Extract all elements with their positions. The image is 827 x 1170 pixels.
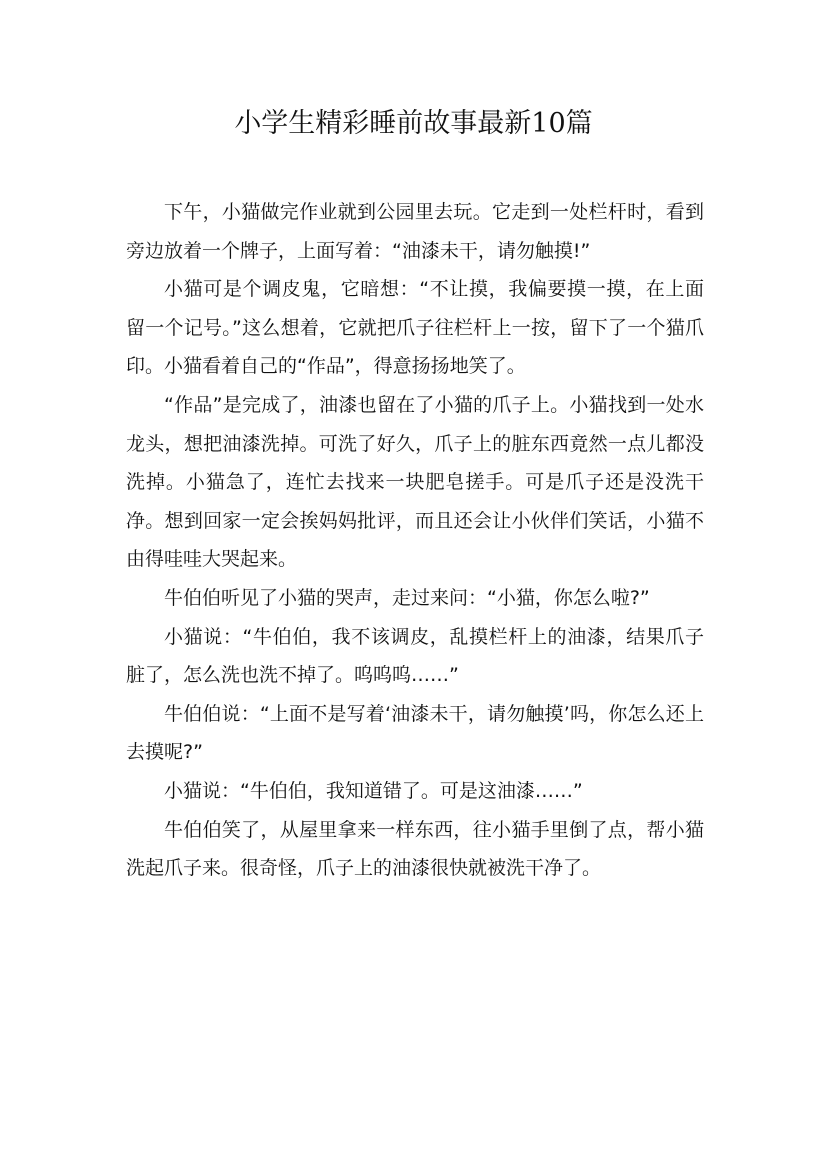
paragraph-8: 牛伯伯笑了，从屋里拿来一样东西，往小猫手里倒了点，帮小猫洗起爪子来。很奇怪，爪子上的油漆很快就被洗干净了。 [126,818,704,880]
paragraph-7: 小猫说：“牛伯伯，我知道错了。可是这油漆……” [164,779,583,802]
story-body [126,193,704,888]
paragraph-2: 小猫可是个调皮鬼，它暗想：“不让摸，我偏要摸一摸，在上面留一个记号。”这么想着，它就把爪子往栏杆上一按，留下了一个猫爪印。小猫看着自己的“作品”，得意扬扬地笑了。 [126,278,704,378]
paragraph-3: “作品”是完成了，油漆也留在了小猫的爪子上。小猫找到一处水龙头，想把油漆洗掉。可洗了好久，爪子上的脏东西竟然一点儿都没洗掉。小猫急了，连忙去找来一块肥皂搓手。可是爪子还是没洗干净。想到回家一定会挨妈妈批评，而且还会让小伙伴们笑话，小猫不由得哇哇大哭起来。 [126,393,704,571]
document-title: 小学生精彩睡前故事最新10篇 [234,108,593,139]
paragraph-1: 下午，小猫做完作业就到公园里去玩。它走到一处栏杆时，看到旁边放着一个牌子，上面写着：“油漆未干，请勿触摸!” [126,201,704,262]
paragraph-4: 牛伯伯听见了小猫的哭声，走过来问：“小猫，你怎么啦?” [164,586,650,609]
paragraph-5: 小猫说：“牛伯伯，我不该调皮，乱摸栏杆上的油漆，结果爪子脏了，怎么洗也洗不掉了。呜呜呜……” [126,625,704,687]
paragraph-6: 牛伯伯说：“上面不是写着‘油漆未干，请勿触摸’吗，你怎么还上去摸呢?” [126,702,704,764]
